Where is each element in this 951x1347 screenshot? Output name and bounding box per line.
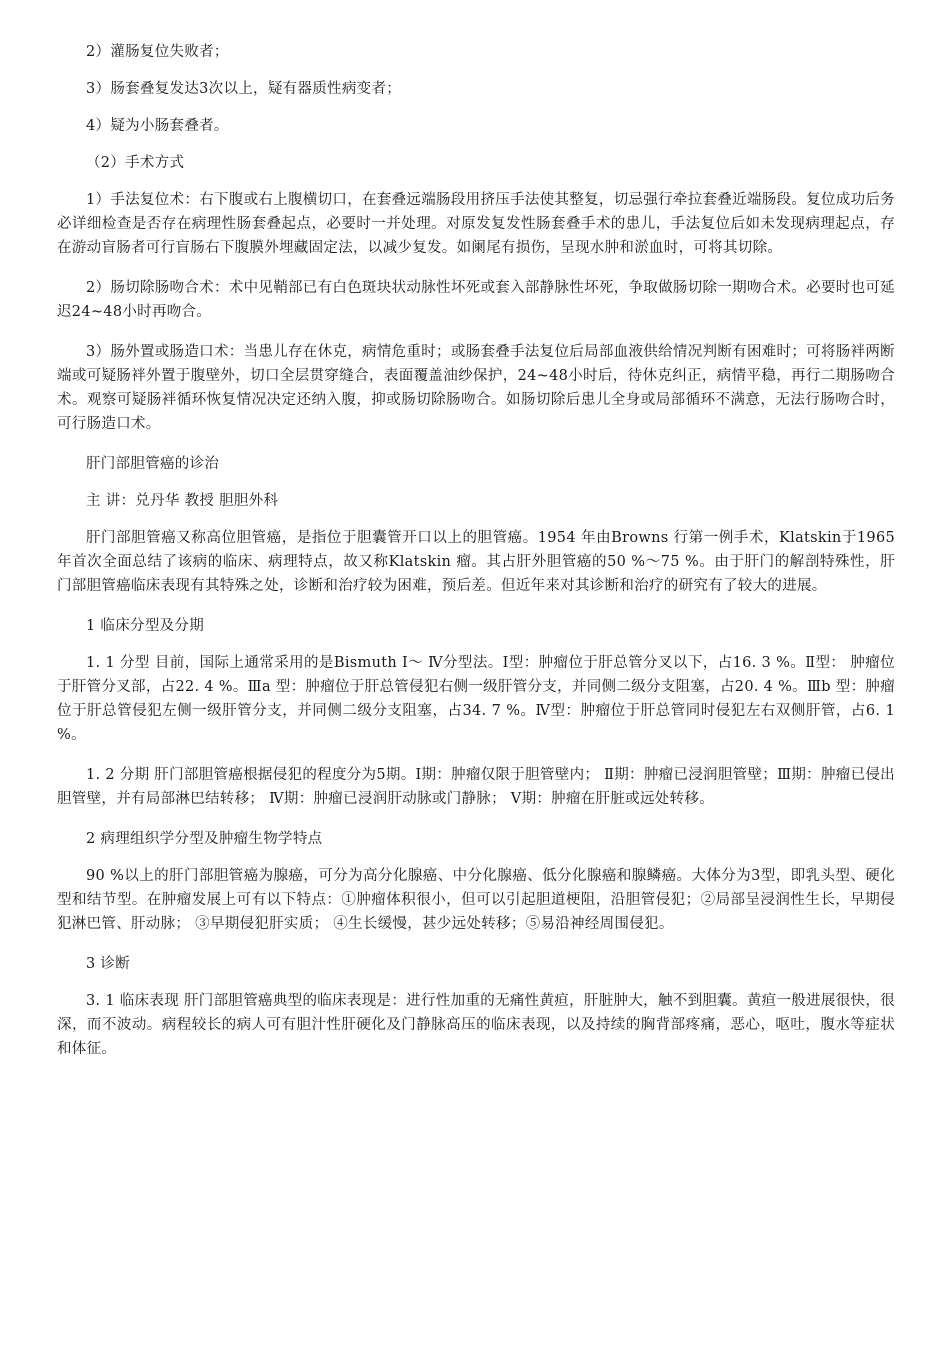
section-heading-pathology: 2 病理组织学分型及肿瘤生物学特点 — [86, 831, 323, 847]
article-title: 肝门部胆管癌的诊治 — [86, 456, 220, 472]
paragraph-introduction: 肝门部胆管癌又称高位胆管癌，是指位于胆囊管开口以上的胆管癌。1954 年由Browns 行第一例手术，Klatskin于1965 年首次全面总结了该病的临床、病理特点，故又称Klatskin 瘤。其占肝外胆管癌的50 %～75 %。由于肝门的解剖特殊性，肝门部胆管癌临床表现有其特殊之处，诊断和治疗较为困难，预后差。但近年来对其诊断和治疗的研究有了较大的进展。 — [57, 530, 895, 594]
paragraph-exteriorization: 3）肠外置或肠造口术：当患儿存在休克，病情危重时；或肠套叠手法复位后局部血液供给情况判断有困难时；可将肠袢两断端或可疑肠袢外置于腹壁外，切口全层贯穿缝合，表面覆盖油纱保护，24~48小时后，待休克纠正，病情平稳，再行二期肠吻合术。观察可疑肠袢循环恢复情况决定还纳入腹，抑或肠切除肠吻合。如肠切除后患儿全身或局部循环不满意，无法行肠吻合时，可行肠造口术。 — [57, 344, 895, 432]
paragraph-staging: 1. 2 分期 肝门部胆管癌根据侵犯的程度分为5期。Ⅰ期：肿瘤仅限于胆管壁内； Ⅱ期：肿瘤已浸润胆管壁；Ⅲ期：肿瘤已侵出胆管壁，并有局部淋巴结转移； Ⅳ期：肿瘤已浸润肝动脉或门静脉； Ⅴ期：肿瘤在肝脏或远处转移。 — [57, 767, 895, 807]
section-heading-diagnosis: 3 诊断 — [86, 956, 131, 972]
paragraph-clinical-presentation: 3. 1 临床表现 肝门部胆管癌典型的临床表现是：进行性加重的无痛性黄疸，肝脏肿大，触不到胆囊。黄疸一般进展很快，很深，而不波动。病程较长的病人可有胆汁性肝硬化及门静脉高压的临床表现，以及持续的胸背部疼痛，恶心，呕吐，腹水等症状和体征。 — [57, 993, 895, 1057]
paragraph-typing: 1. 1 分型 目前，国际上通常采用的是Bismuth Ⅰ～ Ⅳ分型法。Ⅰ型：肿瘤位于肝总管分叉以下，占16. 3 %。Ⅱ型： 肿瘤位于肝管分叉部，占22. 4 %。Ⅲa 型：肿瘤位于肝总管侵犯右侧一级肝管分支，并同侧二级分支阻塞，占20. 4 %。Ⅲb 型：肿瘤位于肝总管侵犯左侧一级肝管分支，并同侧二级分支阻塞，占34. 7 %。Ⅳ型：肿瘤位于肝总管同时侵犯左右双侧肝管，占6. 1 %。 — [57, 655, 895, 743]
lecturer-line: 主 讲：兑丹华 教授 胆胆外科 — [86, 493, 279, 509]
paragraph-pathology: 90 %以上的肝门部胆管癌为腺癌，可分为高分化腺癌、中分化腺癌、低分化腺癌和腺鳞癌。大体分为3型，即乳头型、硬化型和结节型。在肿瘤发展上可有以下特点：①肿瘤体积很小，但可以引起胆道梗阻，沿胆管侵犯；②局部呈浸润性生长，早期侵犯淋巴管、肝动脉； ③早期侵犯肝实质； ④生长缓慢，甚少远处转移；⑤易沿神经周围侵犯。 — [57, 868, 895, 932]
list-item-recurrence: 3）肠套叠复发达3次以上，疑有器质性病变者； — [86, 81, 402, 97]
list-item-irrigation-failed: 2）灌肠复位失败者； — [86, 44, 229, 60]
document-page — [57, 40, 895, 1077]
section-heading-surgical-methods: （2）手术方式 — [86, 155, 185, 171]
list-item-small-intestine: 4）疑为小肠套叠者。 — [86, 118, 229, 134]
section-heading-classification: 1 临床分型及分期 — [86, 618, 205, 634]
paragraph-resection-anastomosis: 2）肠切除肠吻合术：术中见鞘部已有白色斑块状动脉性坏死或套入部静脉性坏死，争取做肠切除一期吻合术。必要时也可延迟24~48小时再吻合。 — [57, 280, 895, 320]
paragraph-manual-reduction: 1）手法复位术：右下腹或右上腹横切口，在套叠远端肠段用挤压手法使其整复，切忌强行牵拉套叠近端肠段。复位成功后务必详细检查是否存在病理性肠套叠起点，必要时一并处理。对原发复发性肠套叠手术的患儿，手法复位后如未发现病理起点，存在游动盲肠者可行盲肠右下腹膜外埋藏固定法，以减少复发。如阑尾有损伤，呈现水肿和淤血时，可将其切除。 — [57, 192, 895, 256]
